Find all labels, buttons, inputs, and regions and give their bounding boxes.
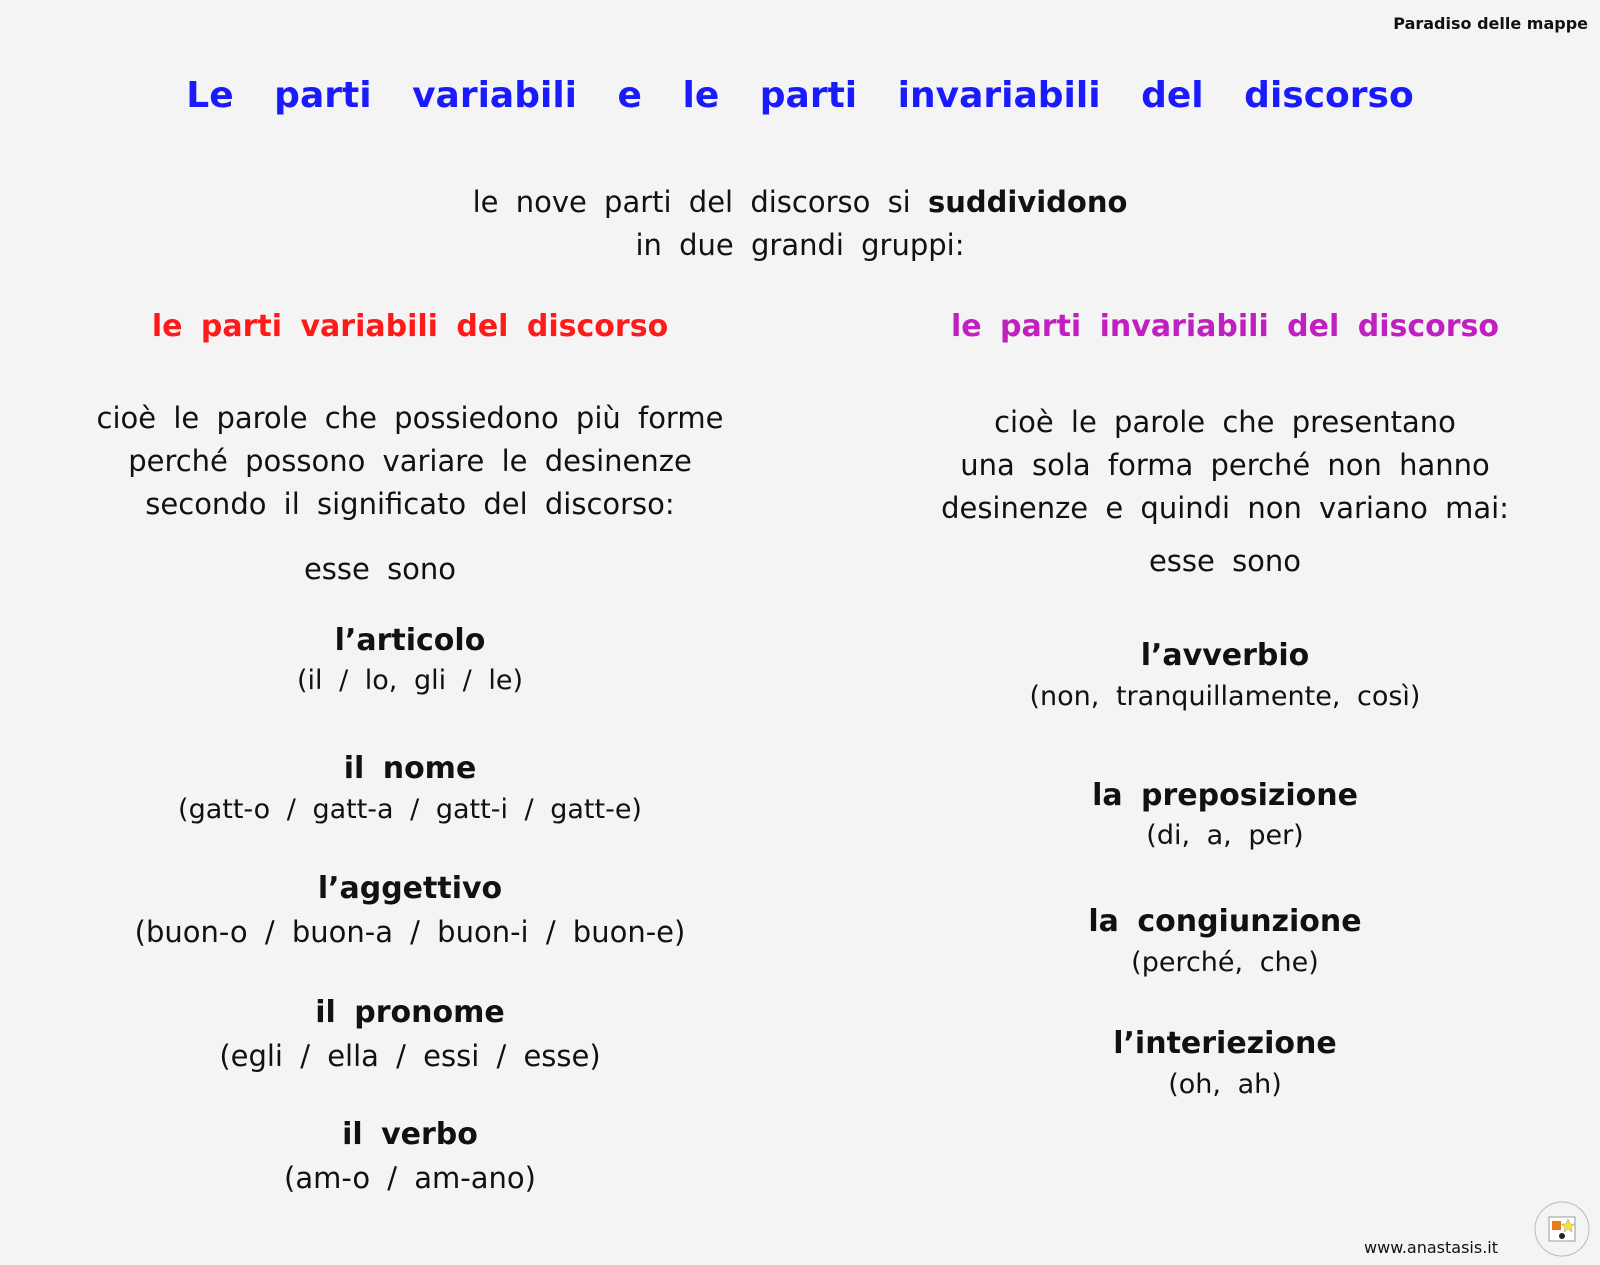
right-heading: le parti invariabili del discorso [950, 309, 1499, 344]
website-link[interactable]: www.anastasis.it [1364, 1238, 1498, 1257]
item-name: la congiunzione [1088, 904, 1362, 939]
item-examples: (oh, ah) [1168, 1069, 1282, 1100]
left-esse-sono: esse sono [303, 552, 457, 586]
item-name: l’articolo [334, 623, 486, 658]
right-desc: desinenze e quindi non variano mai: [941, 491, 1509, 525]
left-desc: cioè le parole che possiedono più forme [96, 401, 724, 435]
intro-line-1 [0, 182, 1600, 222]
item-examples: (di, a, per) [1146, 820, 1304, 851]
item-name: il pronome [315, 995, 505, 1030]
item-name: l’interiezione [1113, 1026, 1337, 1061]
right-desc: una sola forma perché non hanno [960, 448, 1490, 482]
item-examples: (buon-o / buon-a / buon-i / buon-e) [134, 915, 686, 949]
item-examples: (perché, che) [1131, 947, 1319, 978]
item-examples: (am-o / am-ano) [284, 1161, 536, 1195]
intro-bold: suddividono [927, 185, 1128, 219]
brand-label: Paradiso delle mappe [1393, 14, 1588, 33]
item-name: la preposizione [1092, 778, 1358, 813]
right-desc: cioè le parole che presentano [994, 405, 1456, 439]
supermappe-logo [1532, 1199, 1592, 1259]
item-name: l’aggettivo [317, 871, 503, 906]
item-name: l’avverbio [1140, 638, 1310, 673]
page-title: Le parti variabili e le parti invariabili del discorso [186, 75, 1414, 116]
left-desc: secondo il significato del discorso: [145, 487, 675, 521]
intro-line-2: in due grandi gruppi: [635, 228, 965, 262]
left-desc: perché possono variare le desinenze [128, 444, 692, 478]
item-examples: (il / lo, gli / le) [296, 665, 524, 696]
intro-text: le nove parti del discorso si [472, 185, 928, 219]
item-examples: (egli / ella / essi / esse) [219, 1039, 601, 1073]
item-name: il nome [343, 751, 477, 786]
item-name: il verbo [342, 1117, 478, 1152]
left-heading: le parti variabili del discorso [151, 309, 669, 344]
item-examples: (non, tranquillamente, così) [1029, 681, 1421, 712]
right-esse-sono: esse sono [1148, 544, 1302, 578]
item-examples: (gatt-o / gatt-a / gatt-i / gatt-e) [178, 794, 642, 825]
